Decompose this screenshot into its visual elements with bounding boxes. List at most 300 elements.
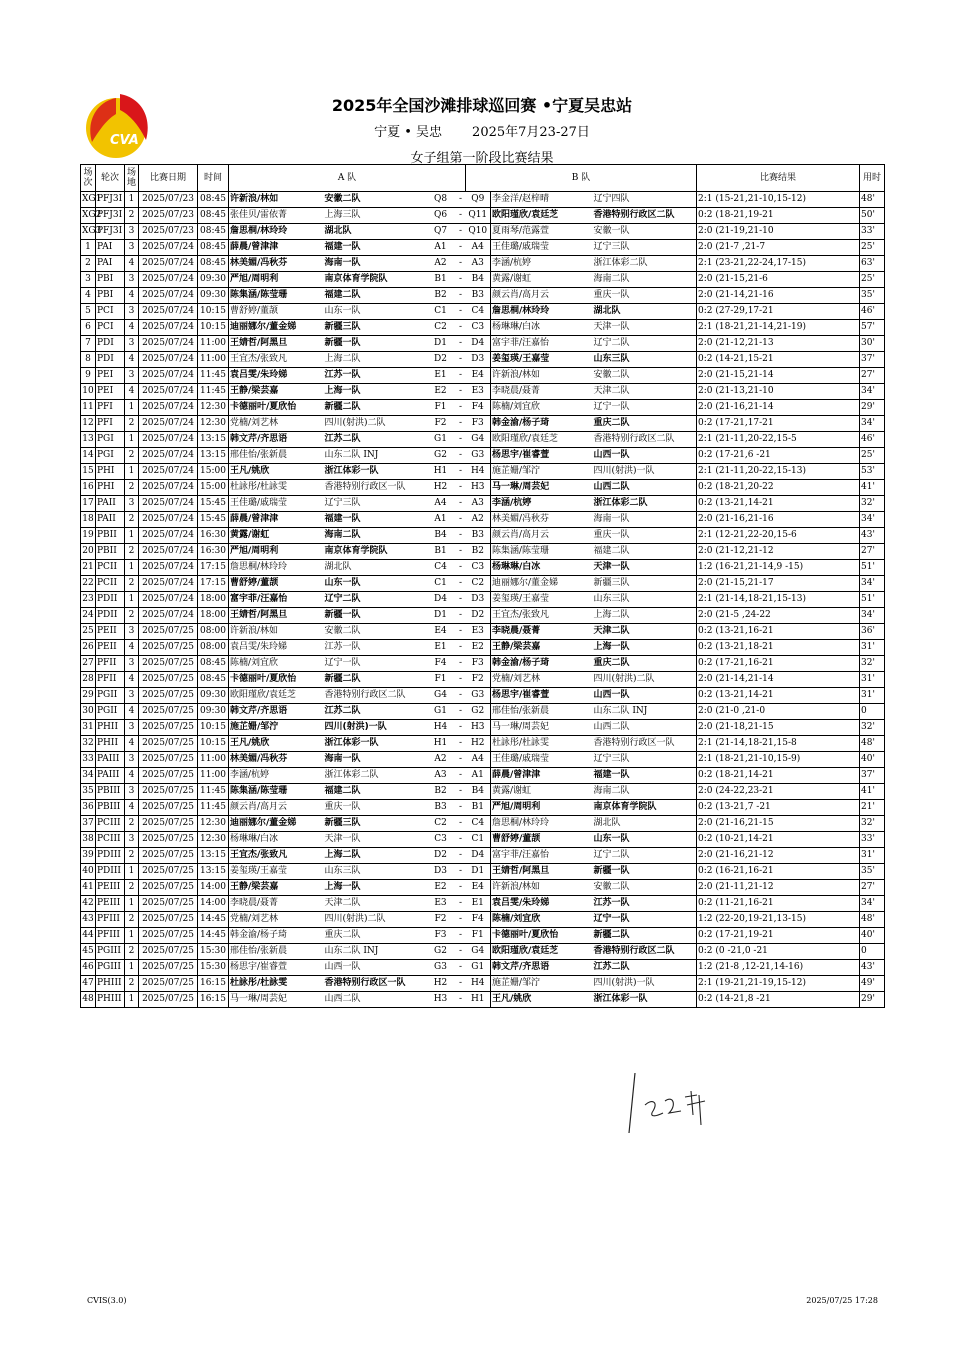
duration: 0 [860,704,885,720]
seed-a: C4 [426,560,456,576]
table-row [81,864,885,880]
team-b-name: 天津一队 [593,560,697,576]
col-team-a: A 队 [229,165,466,192]
col-time: 时间 [198,165,229,192]
team-a-name: 福建二队 [324,288,426,304]
team-a-players: 韩金渝/杨子琦 [229,928,324,944]
round: PEII [96,624,125,640]
result: 0:2 (13-21,7 -21 [697,800,860,816]
team-a-players: 王宜杰/张致凡 [229,848,324,864]
match-no: 31 [81,720,96,736]
time: 11:45 [198,384,229,400]
team-b-players: 王静/梁芸嘉 [491,640,593,656]
result: 2:0 (21-16,21-14 [697,400,860,416]
team-a-players: 曹舒婷/董颉 [229,304,324,320]
match-no: 23 [81,592,96,608]
court: 2 [125,816,139,832]
team-b-name: 安徽一队 [593,224,697,240]
seed-b: C2 [466,576,491,592]
duration: 57' [860,320,885,336]
court: 3 [125,624,139,640]
table-row [81,416,885,432]
team-b-name: 湖北队 [593,304,697,320]
seed-a: A2 [426,752,456,768]
team-a-players: 薛晨/曾津津 [229,240,324,256]
seed-a: Q8 [426,192,456,208]
round: PGIII [96,944,125,960]
date: 2025/07/24 [139,288,198,304]
court: 2 [125,416,139,432]
team-a-players: 王凡/姚欣 [229,736,324,752]
table-row [81,272,885,288]
seed-b: A4 [466,752,491,768]
match-no: 8 [81,352,96,368]
table-row [81,240,885,256]
seed-b: A3 [466,496,491,512]
date: 2025/07/24 [139,416,198,432]
svg-text:CVA: CVA [110,133,139,148]
seed-a: F1 [426,400,456,416]
team-b-name: 天津一队 [593,320,697,336]
court: 2 [125,944,139,960]
result: 0:2 (18-21,20-22 [697,480,860,496]
team-a-name: 山东二队 INJ [324,448,426,464]
team-a-name: 新疆三队 [324,816,426,832]
court: 1 [125,464,139,480]
vs-sep: - [456,704,466,720]
team-a-players: 李涵/杭婷 [229,768,324,784]
duration: 48' [860,736,885,752]
seed-a: A3 [426,768,456,784]
match-no: 21 [81,560,96,576]
seed-b: B4 [466,784,491,800]
match-no: 48 [81,992,96,1008]
date: 2025/07/24 [139,592,198,608]
court: 3 [125,224,139,240]
table-row [81,912,885,928]
round: PEIII [96,896,125,912]
duration: 27' [860,544,885,560]
team-a-name: 上海三队 [324,208,426,224]
team-a-name: 上海二队 [324,848,426,864]
court: 3 [125,304,139,320]
table-row [81,944,885,960]
match-no: 45 [81,944,96,960]
seed-b: D4 [466,848,491,864]
result: 2:0 (21-16,21-15 [697,816,860,832]
team-b-name: 香港特别行政区二队 [593,432,697,448]
round: PGIII [96,960,125,976]
team-b-players: 薛晨/曾津津 [491,768,593,784]
seed-b: G2 [466,704,491,720]
team-b-players: 许新浪/林如 [491,368,593,384]
round: PFIII [96,912,125,928]
date: 2025/07/25 [139,832,198,848]
seed-b: E1 [466,896,491,912]
match-no: 15 [81,464,96,480]
date: 2025/07/24 [139,352,198,368]
team-a-players: 韩文芹/齐思语 [229,432,324,448]
seed-b: B2 [466,544,491,560]
col-date: 比赛日期 [139,165,198,192]
team-b-name: 浙江体彩二队 [593,496,697,512]
duration: 32' [860,496,885,512]
time: 09:30 [198,288,229,304]
team-b-players: 富宇菲/汪嘉怡 [491,848,593,864]
team-b-players: 黄露/谢虹 [491,784,593,800]
team-b-players: 欧阳瑾欣/袁廷芝 [491,208,593,224]
team-b-players: 颜云肖/高月云 [491,528,593,544]
time: 08:45 [198,672,229,688]
date: 2025/07/24 [139,448,198,464]
match-no: 24 [81,608,96,624]
duration: 35' [860,864,885,880]
seed-a: C2 [426,320,456,336]
duration: 41' [860,784,885,800]
match-no: 3 [81,272,96,288]
duration: 31' [860,848,885,864]
result: 0:2 (18-21,19-21 [697,208,860,224]
result: 0:2 (10-21,14-21 [697,832,860,848]
court: 4 [125,640,139,656]
duration: 31' [860,640,885,656]
result: 0:2 (14-21,15-21 [697,352,860,368]
team-b-name: 上海一队 [593,640,697,656]
team-a-players: 许新浪/林如 [229,192,324,208]
duration: 53' [860,464,885,480]
team-b-players: 夏雨琴/范露萱 [491,224,593,240]
team-b-players: 姜玺瑛/王嘉莹 [491,352,593,368]
court: 2 [125,448,139,464]
page-title: 2025年全国沙滩排球巡回赛 •宁夏吴忠站 [331,96,633,115]
seed-b: A4 [466,240,491,256]
seed-b: D2 [466,608,491,624]
vs-sep: - [456,368,466,384]
court: 3 [125,688,139,704]
team-a-players: 邢佳怡/张新晨 [229,448,324,464]
seed-b: F1 [466,928,491,944]
round: PAII [96,512,125,528]
court: 4 [125,736,139,752]
time: 14:00 [198,896,229,912]
table-row [81,448,885,464]
team-a-players: 许新浪/林如 [229,624,324,640]
team-b-players: 施芷姗/邹泞 [491,976,593,992]
team-a-players: 王静/梁芸嘉 [229,880,324,896]
result: 0:2 (0 -21,0 -21 [697,944,860,960]
team-a-name: 浙江体彩二队 [324,768,426,784]
signature [615,1065,735,1145]
team-a-players: 马一琳/周芸妃 [229,992,324,1008]
vs-sep: - [456,960,466,976]
team-a-name: 海南一队 [324,256,426,272]
time: 11:00 [198,352,229,368]
seed-a: H2 [426,480,456,496]
seed-b: B1 [466,800,491,816]
team-a-players: 陈集涵/陈莹珊 [229,784,324,800]
col-duration: 用时 [860,165,885,192]
seed-a: G4 [426,688,456,704]
court: 1 [125,560,139,576]
team-b-players: 卡德丽叶/夏欣怡 [491,928,593,944]
time: 10:15 [198,720,229,736]
team-a-players: 迪丽娜尔/董金娣 [229,816,324,832]
team-a-name: 海南一队 [324,752,426,768]
result: 0:2 (27-29,17-21 [697,304,860,320]
date: 2025/07/24 [139,272,198,288]
result: 0:2 (14-21,8 -21 [697,992,860,1008]
seed-a: F2 [426,912,456,928]
match-no: 22 [81,576,96,592]
result: 1:2 (16-21,21-14,9 -15) [697,560,860,576]
time: 18:00 [198,592,229,608]
court: 2 [125,208,139,224]
team-b-name: 山西一队 [593,448,697,464]
seed-b: Q9 [466,192,491,208]
seed-a: E1 [426,640,456,656]
court: 2 [125,880,139,896]
table-row [81,608,885,624]
match-no: XG2 [81,208,96,224]
table-row [81,368,885,384]
vs-sep: - [456,192,466,208]
team-a-players: 杜詠彤/杜詠雯 [229,480,324,496]
result: 0:2 (17-21,19-21 [697,928,860,944]
duration: 37' [860,352,885,368]
seed-a: E2 [426,384,456,400]
team-b-name: 山西一队 [593,688,697,704]
seed-a: B4 [426,528,456,544]
team-a-players: 迪丽娜尔/董金娣 [229,320,324,336]
duration: 51' [860,592,885,608]
team-b-name: 海南二队 [593,272,697,288]
team-a-name: 重庆二队 [324,928,426,944]
table-row [81,992,885,1008]
time: 13:15 [198,864,229,880]
seed-b: B4 [466,272,491,288]
date: 2025/07/25 [139,864,198,880]
table-row [81,624,885,640]
team-a-name: 四川(射洪)二队 [324,912,426,928]
vs-sep: - [456,208,466,224]
table-row [81,496,885,512]
result: 2:0 (21-19,21-10 [697,224,860,240]
team-a-name: 南京体育学院队 [324,272,426,288]
time: 15:30 [198,944,229,960]
time: 08:45 [198,256,229,272]
result: 2:0 (21-13,21-10 [697,384,860,400]
match-no: 19 [81,528,96,544]
round: PEIII [96,880,125,896]
vs-sep: - [456,528,466,544]
team-b-players: 欧阳瑾欣/袁廷芝 [491,432,593,448]
match-no: 14 [81,448,96,464]
team-b-players: 杨琳琳/白冰 [491,560,593,576]
time: 12:30 [198,816,229,832]
team-b-players: 陈集涵/陈莹珊 [491,544,593,560]
vs-sep: - [456,336,466,352]
duration: 33' [860,832,885,848]
duration: 32' [860,816,885,832]
date: 2025/07/24 [139,256,198,272]
team-a-players: 邢佳怡/张新晨 [229,944,324,960]
result: 2:0 (21-14,21-16 [697,288,860,304]
team-a-players: 李晓晨/聂菁 [229,896,324,912]
table-row [81,528,885,544]
court: 3 [125,720,139,736]
vs-sep: - [456,768,466,784]
team-b-name: 香港特别行政区一队 [593,736,697,752]
date: 2025/07/24 [139,464,198,480]
team-b-name: 天津二队 [593,624,697,640]
court: 1 [125,432,139,448]
team-a-name: 安徽二队 [324,624,426,640]
match-no: 32 [81,736,96,752]
result: 2:0 (21-15,21-6 [697,272,860,288]
seed-a: D1 [426,608,456,624]
round: PDI [96,352,125,368]
team-b-name: 重庆一队 [593,288,697,304]
team-b-name: 江苏一队 [593,896,697,912]
duration: 41' [860,480,885,496]
round: PDII [96,608,125,624]
duration: 34' [860,416,885,432]
round: PGII [96,688,125,704]
table-row [81,576,885,592]
seed-a: E4 [426,624,456,640]
result: 0:2 (13-21,14-21 [697,688,860,704]
table-row [81,432,885,448]
team-b-players: 李晓晨/聂菁 [491,384,593,400]
seed-b: G4 [466,432,491,448]
result: 1:2 (22-20,19-21,13-15) [697,912,860,928]
round: PCI [96,304,125,320]
round: PDIII [96,848,125,864]
team-b-players: 王佳璐/戚瑞莹 [491,752,593,768]
round: PDIII [96,864,125,880]
seed-a: A1 [426,240,456,256]
table-row [81,768,885,784]
match-no: 28 [81,672,96,688]
team-b-players: 杨思宇/崔睿萱 [491,688,593,704]
seed-b: E3 [466,384,491,400]
seed-a: F3 [426,928,456,944]
match-no: XG3 [81,224,96,240]
date: 2025/07/24 [139,528,198,544]
time: 13:15 [198,448,229,464]
table-row [81,704,885,720]
table-row [81,816,885,832]
duration: 43' [860,528,885,544]
team-a-players: 袁吕雯/朱玲娣 [229,368,324,384]
team-b-players: 党楠/刘艺林 [491,672,593,688]
team-a-players: 杨思宇/崔睿萱 [229,960,324,976]
court: 3 [125,336,139,352]
seed-b: H2 [466,736,491,752]
team-b-name: 新疆一队 [593,864,697,880]
seed-a: Q6 [426,208,456,224]
team-a-players: 王宜杰/张致凡 [229,352,324,368]
result: 2:0 (21-15,21-17 [697,576,860,592]
vs-sep: - [456,608,466,624]
round: PFI [96,416,125,432]
duration: 34' [860,576,885,592]
vs-sep: - [456,720,466,736]
table-row [81,656,885,672]
court: 1 [125,528,139,544]
date: 2025/07/25 [139,960,198,976]
team-a-name: 新疆三队 [324,320,426,336]
date: 2025/07/25 [139,800,198,816]
team-a-players: 王婧哲/阿黑旦 [229,608,324,624]
match-no: 37 [81,816,96,832]
seed-b: D3 [466,352,491,368]
table-row [81,400,885,416]
team-b-name: 香港特别行政区二队 [593,208,697,224]
court: 3 [125,240,139,256]
court: 4 [125,800,139,816]
round: PFJ3I [96,192,125,208]
time: 18:00 [198,608,229,624]
seed-a: D3 [426,864,456,880]
duration: 37' [860,768,885,784]
seed-b: G3 [466,688,491,704]
team-b-name: 山东三队 [593,352,697,368]
seed-a: G3 [426,960,456,976]
vs-sep: - [456,256,466,272]
round: PEI [96,368,125,384]
vs-sep: - [456,864,466,880]
team-a-name: 南京体育学院队 [324,544,426,560]
match-no: 46 [81,960,96,976]
time: 11:45 [198,784,229,800]
date: 2025/07/25 [139,736,198,752]
duration: 46' [860,432,885,448]
match-no: 6 [81,320,96,336]
vs-sep: - [456,672,466,688]
team-b-name: 辽宁四队 [593,192,697,208]
seed-a: C2 [426,816,456,832]
seed-a: G1 [426,704,456,720]
round: PEII [96,640,125,656]
date: 2025/07/25 [139,672,198,688]
vs-sep: - [456,544,466,560]
result: 2:1 (18-21,21-10,15-9) [697,752,860,768]
seed-a: H1 [426,464,456,480]
result: 2:0 (21-0 ,21-0 [697,704,860,720]
team-b-name: 辽宁三队 [593,752,697,768]
table-row [81,592,885,608]
table-row [81,336,885,352]
team-a-name: 香港特别行政区一队 [324,480,426,496]
result: 2:1 (15-21,21-10,15-12) [697,192,860,208]
vs-sep: - [456,656,466,672]
team-a-players: 施芷姗/邹泞 [229,720,324,736]
team-b-players: 李涵/杭婷 [491,256,593,272]
team-a-players: 薛晨/曾津津 [229,512,324,528]
team-b-name: 海南二队 [593,784,697,800]
date: 2025/07/24 [139,384,198,400]
time: 09:30 [198,272,229,288]
team-b-name: 海南一队 [593,512,697,528]
team-a-name: 四川(射洪)二队 [324,416,426,432]
date: 2025/07/24 [139,320,198,336]
match-no: 11 [81,400,96,416]
round: PGI [96,432,125,448]
seed-a: C3 [426,832,456,848]
seed-a: F2 [426,416,456,432]
col-team-b: B 队 [466,165,697,192]
